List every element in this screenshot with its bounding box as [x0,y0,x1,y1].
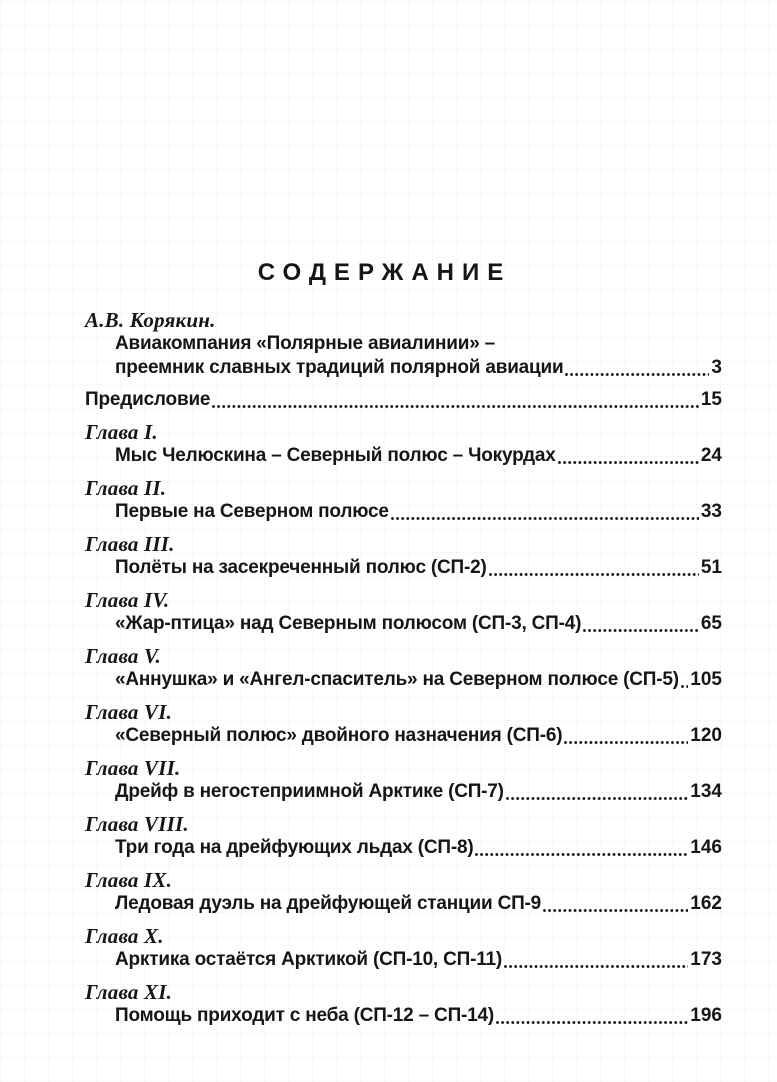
toc-entry [85,980,722,1028]
dot-leader [562,724,690,748]
toc-line [85,556,722,580]
dot-leader [563,356,711,380]
toc-entry [85,644,722,692]
entry-title: Полёты на засекреченный полюс (СП-2) [115,557,487,578]
page-number: 24 [700,445,722,466]
entry-title: Три года на дрейфующих льдах (СП-8) [115,837,474,858]
toc-entry [85,868,722,916]
page-number: 51 [700,557,722,578]
entry-title: Арктика остаётся Арктикой (СП-10, СП-11) [115,949,503,970]
entry-title: Ледовая дуэль на дрейфующей станции СП-9 [115,893,542,914]
dot-leader [504,780,691,804]
dot-leader [473,836,690,860]
entry-title: «Северный полюс» двойного назначения (СП-6) [115,725,563,746]
chapter-label: Глава XI. [85,980,173,1004]
toc-list [85,308,722,1028]
page-number: 15 [700,389,722,410]
entry-title: Дрейф в негостеприимной Арктике (СП-7) [115,781,504,802]
chapter-label: Глава IX. [85,868,173,892]
chapter-label: Глава III. [85,532,175,556]
entry-title: Авиакомпания «Полярные авиалинии» – [115,333,496,354]
page-number: 65 [700,613,722,634]
page-number: 146 [690,837,722,858]
dot-leader [541,892,690,916]
entry-title: «Аннушка» и «Ангел-спаситель» на Северном полюсе (СП-5) [115,669,679,690]
chapter-label: Глава II. [85,476,167,500]
toc-entry [85,924,722,972]
toc-line [85,612,722,636]
entry-title: Мыс Челюскина – Северный полюс – Чокурдах [115,445,556,466]
toc-entry [85,588,722,636]
toc-line [85,836,722,860]
chapter-label: Глава I. [85,420,158,444]
toc-entry [85,812,722,860]
dot-leader [581,612,701,636]
dot-leader [210,388,701,412]
chapter-label: Глава VI. [85,700,173,724]
toc-line [85,892,722,916]
toc-line [85,668,722,692]
chapter-label: Глава VII. [85,756,181,780]
dot-leader [556,444,701,468]
toc-entry [85,476,722,524]
entry-title: преемник славных традиций полярной авиации [115,357,564,378]
entry-title: Предисловие [85,389,211,410]
dot-leader [494,1004,690,1028]
page-number: 162 [690,893,722,914]
dot-leader [502,948,690,972]
toc-line [85,444,722,468]
toc-entry [85,700,722,748]
chapter-label: Глава VIII. [85,812,189,836]
toc-line [85,332,722,356]
dot-leader [679,668,690,692]
chapter-label: Глава V. [85,644,161,668]
toc-line [85,948,722,972]
toc-entry [85,532,722,580]
page-number: 3 [711,357,722,378]
toc-line [85,1004,722,1028]
toc-entry [85,308,722,380]
chapter-label: А.В. Корякин. [85,308,216,332]
page-number: 134 [690,781,722,802]
toc-entry [85,420,722,468]
chapter-label: Глава IV. [85,588,170,612]
chapter-label: Глава X. [85,924,164,948]
page-number: 196 [690,1005,722,1026]
entry-title: Помощь приходит с неба (СП-12 – СП-14) [115,1005,495,1026]
dot-leader [487,556,701,580]
entry-title: Первые на Северном полюсе [115,501,389,522]
page-number: 33 [700,501,722,522]
toc-line [85,356,722,380]
dot-leader [389,500,701,524]
toc-line [85,780,722,804]
toc-entry [85,756,722,804]
entry-title: «Жар-птица» над Северным полюсом (СП-3, СП-4) [115,613,582,634]
toc-entry [85,388,722,412]
toc-line [85,388,722,412]
page-number: 173 [690,949,722,970]
page-number: 120 [690,725,722,746]
page-title: СОДЕРЖАНИЕ [257,259,512,286]
page-number: 105 [690,669,722,690]
toc-line [85,724,722,748]
toc-line [85,500,722,524]
